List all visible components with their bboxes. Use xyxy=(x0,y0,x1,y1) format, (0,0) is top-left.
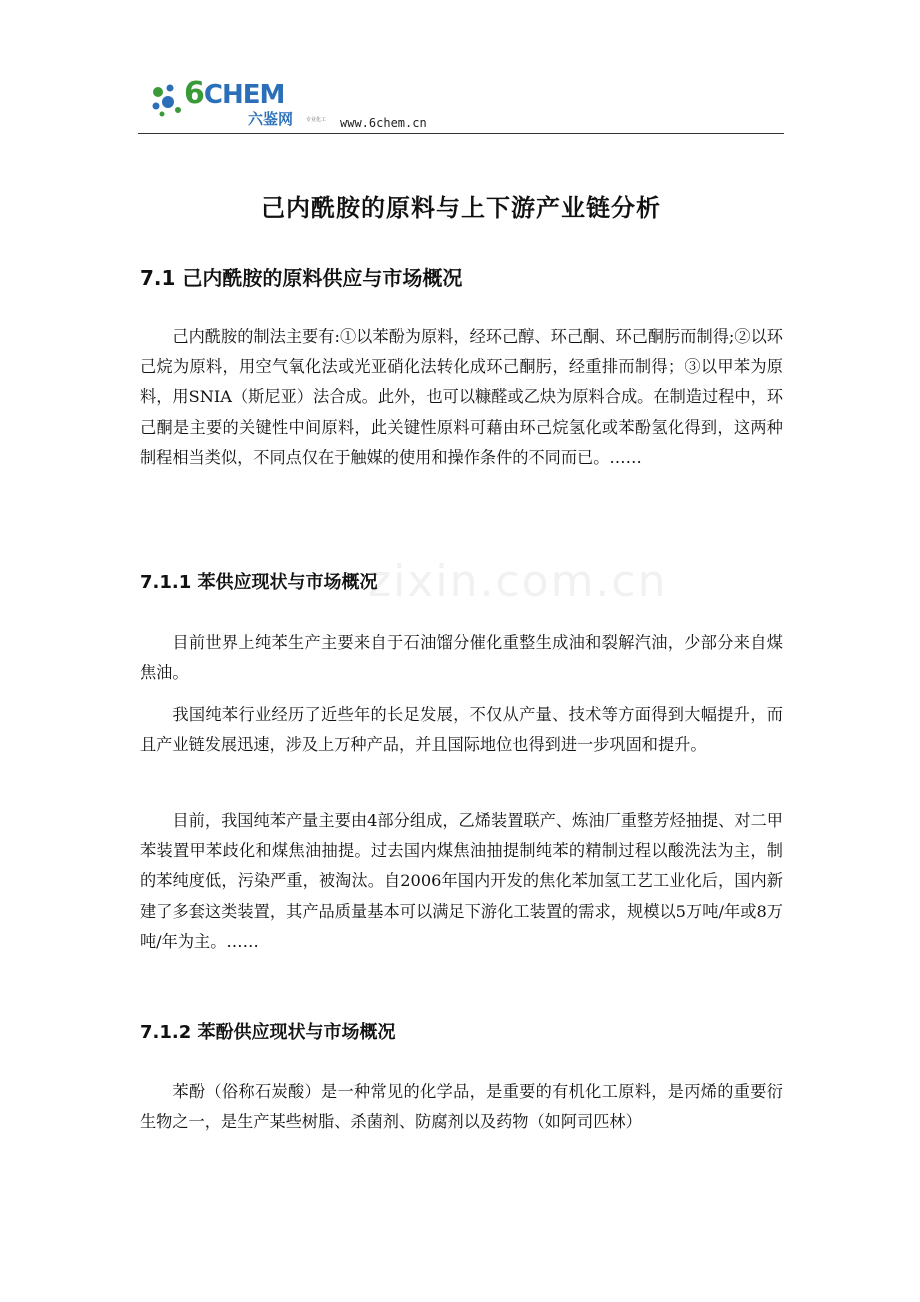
section-7-1-paragraph: 己内酰胺的制法主要有:①以苯酚为原料，经环己醇、环己酮、环己酮肟而制得;②以环己烷为原料，用空气氧化法或光亚硝化法转化成环己酮肟，经重排而制得；③以甲苯为原料，用SNIA（斯尼亚）法合成。此外，也可以糠醛或乙炔为原料合成。在制造过程中，环己酮是主要的关键性中间原料，此关键性原料可藉由环己烷氢化或苯酚氢化得到，这两种制程相当类似，不同点仅在于触媒的使用和操作条件的不同而已。…… xyxy=(140,327,783,467)
site-url: www.6chem.cn xyxy=(340,116,427,130)
header-divider xyxy=(138,133,784,134)
section-heading-7-1: 7.1 己内酰胺的原料供应与市场概况 xyxy=(140,266,463,290)
section-7-1-1-paragraph-1: 目前世界上纯苯生产主要来自于石油馏分催化重整生成油和裂解汽油，少部分来自煤焦油。 xyxy=(140,633,783,683)
page-header xyxy=(138,68,784,134)
section-7-1-2-paragraph: 苯酚（俗称石炭酸）是一种常见的化学品，是重要的有机化工原料，是丙烯的重要衍生物之一，是生产某些树脂、杀菌剂、防腐剂以及药物（如阿司匹林） xyxy=(140,1082,783,1132)
section-heading-7-1-1: 7.1.1 苯供应现状与市场概况 xyxy=(140,572,378,593)
logo-tagline: 专业化工 xyxy=(306,117,327,123)
logo-wordmark: 6CHEM xyxy=(184,76,285,111)
watermark: zixin.com.cn xyxy=(368,556,668,607)
section-heading-7-1-2: 7.1.2 苯酚供应现状与市场概况 xyxy=(140,1022,396,1043)
section-7-1-1-paragraph-3: 目前，我国纯苯产量主要由4部分组成，乙烯装置联产、炼油厂重整芳烃抽提、对二甲苯装置甲苯歧化和煤焦油抽提。过去国内煤焦油抽提制纯苯的精制过程以酸洗法为主，制的苯纯度低，污染严重，被淘汰。自2006年国内开发的焦化苯加氢工艺工业化后，国内新建了多套这类装置，其产品质量基本可以满足下游化工装置的需求，规模以5万吨/年或8万吨/年为主。…… xyxy=(140,811,783,951)
logo-chinese-name: 六鉴网 xyxy=(248,110,294,128)
section-7-1-1-paragraph-2: 我国纯苯行业经历了近些年的长足发展，不仅从产量、技术等方面得到大幅提升，而且产业链发展迅速，涉及上万种产品，并且国际地位也得到进一步巩固和提升。 xyxy=(140,705,783,755)
logo xyxy=(150,76,327,128)
molecule-logo-icon xyxy=(150,82,186,118)
document-title: 己内酰胺的原料与上下游产业链分析 xyxy=(261,194,661,222)
